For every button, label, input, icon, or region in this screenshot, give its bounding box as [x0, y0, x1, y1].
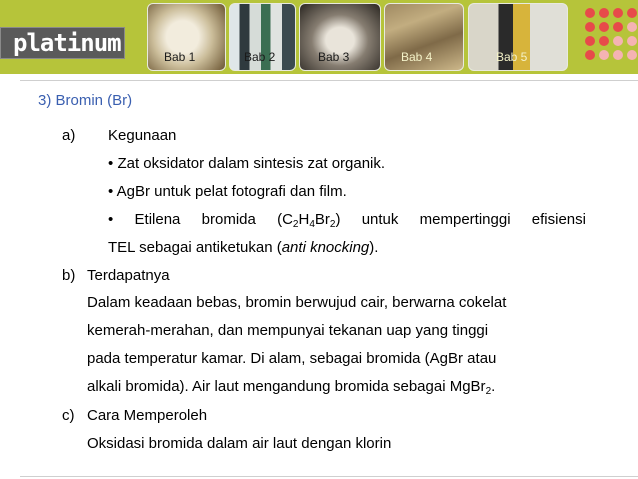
bullet-item-justified: • Etilena bromida $(C_2H_4Br_2)$ untuk mempertinggi efisiensi: [108, 211, 586, 230]
bullet-icon: •: [108, 211, 114, 228]
bullet-icon: •: [108, 155, 114, 172]
bullet-item: • Zat oksidator dalam sintesis zat organik.: [108, 155, 386, 172]
paragraph-line: Dalam keadaan bebas, bromin berwujud cair, berwarna cokelat: [87, 294, 507, 311]
item-heading-terdapatnya: Terdapatnya: [87, 267, 170, 284]
header-bar: [0, 0, 638, 74]
paragraph-line: alkali bromida). Air laut mengandung bromida sebagai MgBr$_2$.: [87, 378, 496, 397]
dot-icon: [599, 22, 609, 32]
item-marker-a: a): [62, 127, 76, 144]
tab-label-bab-4[interactable]: Bab 4: [401, 50, 433, 64]
logo-text: platinum: [13, 29, 121, 57]
dot-icon: [585, 22, 595, 32]
paragraph-line: Oksidasi bromida dalam air laut dengan klorin: [87, 435, 392, 452]
paragraph-line: pada temperatur kamar. Di alam, sebagai bromida (AgBr atau: [87, 350, 497, 367]
italic-term: anti knocking: [281, 239, 370, 256]
top-divider: [20, 80, 638, 81]
dot-icon: [627, 8, 637, 18]
dot-icon: [613, 36, 623, 46]
platinum-logo[interactable]: [0, 27, 125, 59]
dot-icon: [613, 22, 623, 32]
tab-label-bab-3[interactable]: Bab 3: [318, 50, 350, 64]
dot-icon: [627, 50, 637, 60]
dot-icon: [585, 36, 595, 46]
item-marker-b: b): [62, 267, 76, 284]
dot-icon: [627, 22, 637, 32]
dot-icon: [585, 8, 595, 18]
item-heading-cara-memperoleh: Cara Memperoleh: [87, 407, 208, 424]
dot-icon: [599, 36, 609, 46]
dot-icon: [599, 8, 609, 18]
item-marker-c: c): [62, 407, 75, 424]
bullet-item: • AgBr untuk pelat fotografi dan film.: [108, 183, 347, 200]
tab-label-bab-2[interactable]: Bab 2: [244, 50, 276, 64]
chemical-formula: $(C_2H_4Br_2)$: [277, 211, 341, 230]
bullet-icon: •: [108, 183, 114, 200]
item-heading-kegunaan: Kegunaan: [108, 127, 177, 144]
dot-icon: [627, 36, 637, 46]
dot-icon: [599, 50, 609, 60]
dot-icon: [613, 50, 623, 60]
paragraph-line: kemerah-merahan, dan mempunyai tekanan uap yang tinggi: [87, 322, 489, 339]
bullet-continuation: TEL sebagai antiketukan (anti knocking).: [108, 239, 379, 256]
dot-icon: [585, 50, 595, 60]
tab-label-bab-5[interactable]: Bab 5: [496, 50, 528, 64]
tab-label-bab-1[interactable]: Bab 1: [164, 50, 196, 64]
dot-icon: [613, 8, 623, 18]
section-title: 3) Bromin (Br): [38, 92, 133, 109]
bottom-divider: [20, 476, 638, 477]
